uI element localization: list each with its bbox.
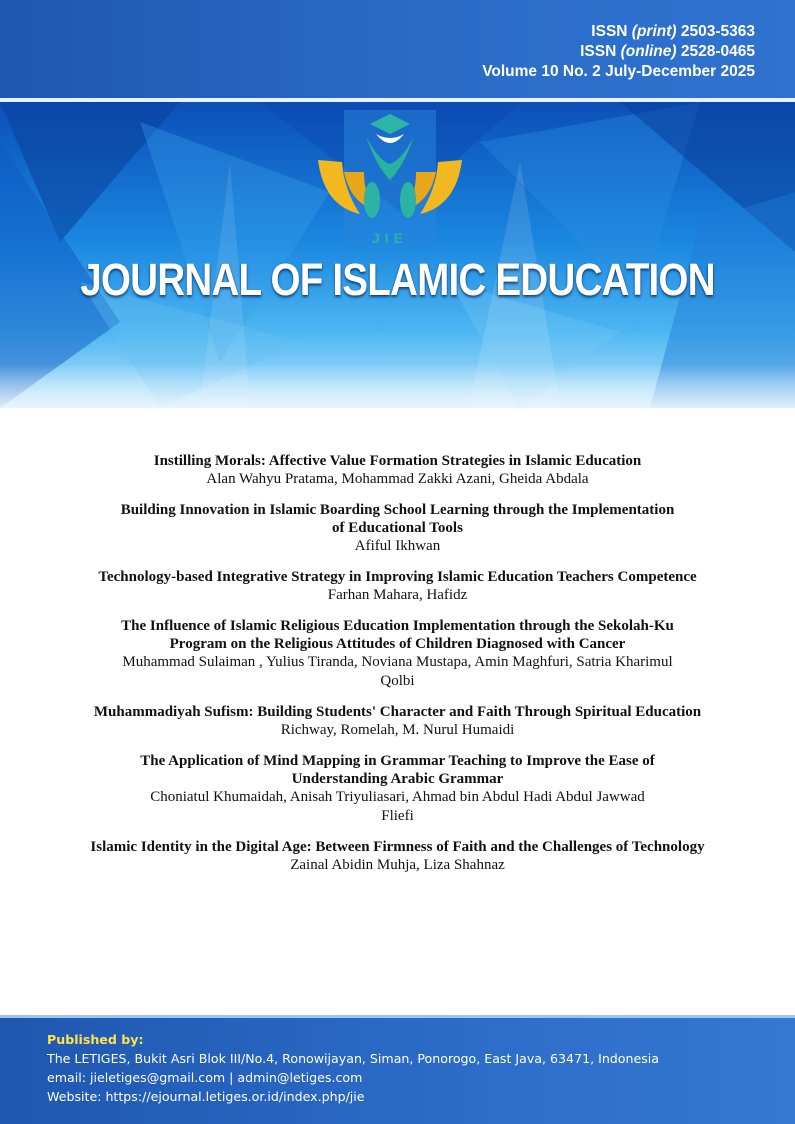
article-entry — [83, 838, 713, 875]
article-title: The Influence of Islamic Religious Education Implementation through the Sekolah-Ku Program on the Religious Attitudes of Children Diagnosed with Cancer — [121, 618, 674, 652]
table-of-contents — [0, 452, 795, 887]
article-entry — [118, 501, 678, 556]
title-banner — [0, 102, 795, 408]
publisher-address: The LETIGES, Bukit Asri Blok III/No.4, Ronowijayan, Siman, Ponorogo, East Java, 63471, Indonesia — [47, 1051, 660, 1066]
volume-info: Volume 10 No. 2 July-December 2025 — [482, 63, 755, 80]
article-entry — [98, 568, 698, 605]
article-authors: Zainal Abidin Muhja, Liza Shahnaz — [290, 857, 505, 873]
publisher-website: Website: https://ejournal.letiges.or.id/index.php/jie — [47, 1089, 365, 1104]
article-authors: Afiful Ikhwan — [354, 538, 441, 554]
article-authors: Farhan Mahara, Hafidz — [327, 587, 468, 603]
article-title: The Application of Mind Mapping in Grammar Teaching to Improve the Ease of Understanding Arabic Grammar — [140, 753, 655, 787]
article-title: Instilling Morals: Affective Value Formation Strategies in Islamic Education — [153, 453, 642, 469]
article-entry — [98, 752, 698, 826]
issn-print: ISSN (print) 2503-5363 — [591, 23, 755, 40]
logo-text: JIE — [371, 230, 409, 244]
publisher-info — [47, 1030, 659, 1106]
top-band — [0, 0, 795, 98]
article-authors: Alan Wahyu Pratama, Mohammad Zakki Azani, Gheida Abdala — [206, 471, 589, 487]
published-by-label: Published by: — [47, 1032, 144, 1047]
article-title: Building Innovation in Islamic Boarding School Learning through the Implementation of Educational Tools — [120, 502, 675, 536]
article-title: Muhammadiyah Sufism: Building Students' Character and Faith Through Spiritual Education — [93, 704, 702, 720]
article-entry — [103, 617, 693, 691]
jie-logo — [314, 110, 466, 244]
article-title: Technology-based Integrative Strategy in Improving Islamic Education Teachers Competence — [98, 569, 697, 585]
article-authors: Richway, Romelah, M. Nurul Humaidi — [280, 722, 515, 738]
article-title: Islamic Identity in the Digital Age: Between Firmness of Faith and the Challenges of Technology — [90, 839, 705, 855]
journal-title: JOURNAL OF ISLAMIC EDUCATION — [80, 254, 715, 305]
banner-fade — [0, 364, 795, 408]
article-entry — [78, 452, 718, 489]
issn-online: ISSN (online) 2528-0465 — [580, 43, 755, 60]
article-authors: Muhammad Sulaiman , Yulius Tiranda, Noviana Mustapa, Amin Maghfuri, Satria Kharimul Qolbi — [122, 654, 673, 689]
publisher-email: email: jieletiges@gmail.com | admin@letiges.com — [47, 1070, 363, 1085]
article-entry — [88, 703, 708, 740]
issn-block — [482, 22, 755, 82]
article-authors: Choniatul Khumaidah, Anisah Triyuliasari, Ahmad bin Abdul Hadi Abdul Jawwad Fliefi — [150, 789, 645, 824]
publisher-footer — [0, 1018, 795, 1124]
